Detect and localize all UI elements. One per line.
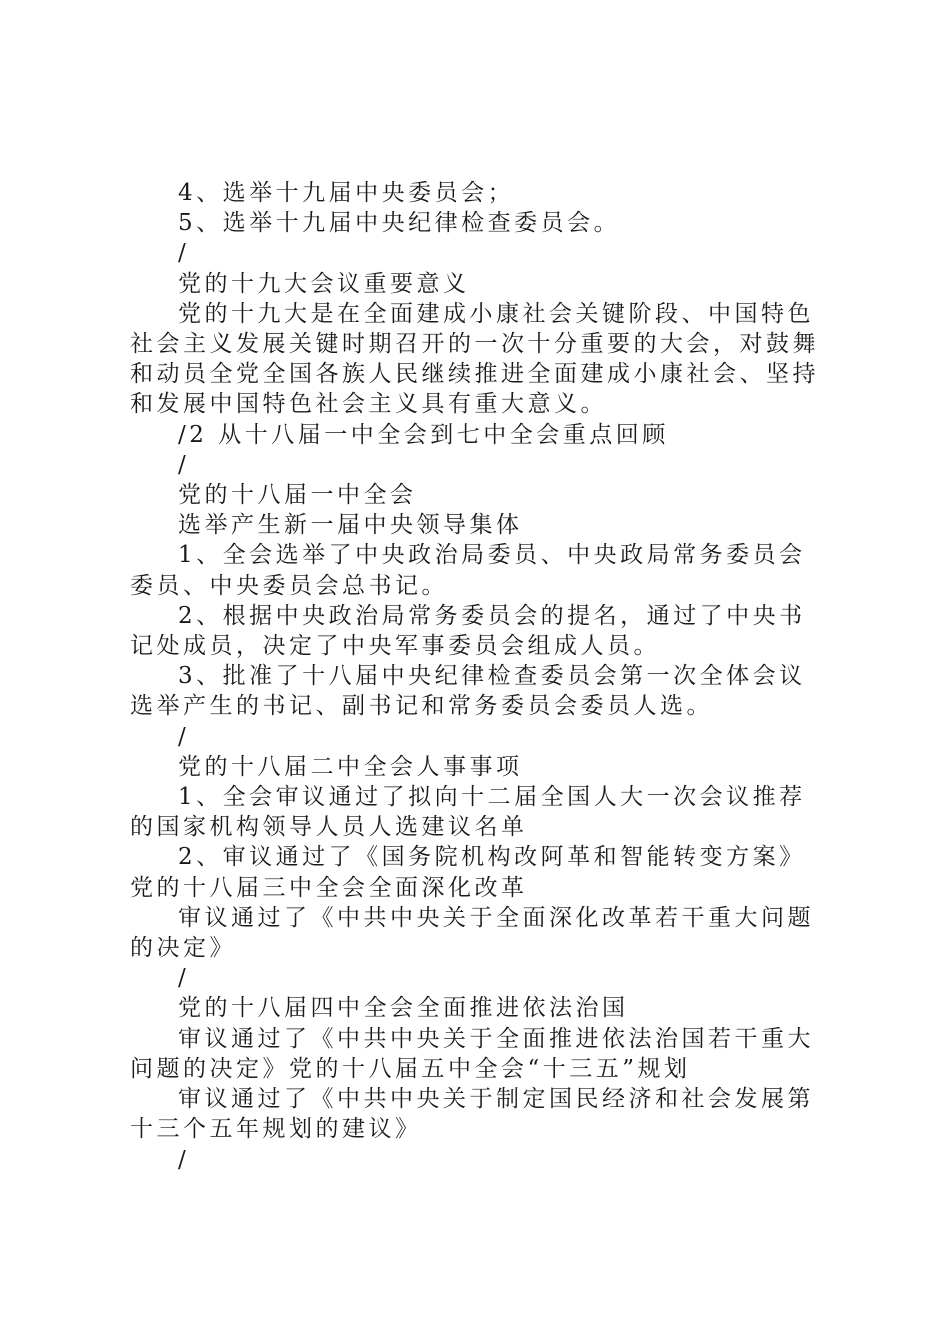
section-heading: 党的十九大会议重要意义 [178,270,470,297]
list-item: 2、审议通过了《国务院机构改阿革和智能转变方案》党的十八届三中全会全面深化改革 [130,844,806,901]
separator-slash: / [178,965,190,992]
list-item: 2、根据中央政治局常务委员会的提名，通过了中央书记处成员，决定了中央军事委员会组成人员。 [130,602,806,660]
list-item: 1、全会审议通过了拟向十二届全国人大一次会议推荐的国家机构领导人员人选建议名单 [130,784,806,841]
section-heading: 党的十八届二中全会人事事项 [178,753,523,780]
section-heading: 党的十八届四中全会全面推进依法治国 [178,995,629,1022]
list-item: 3、批准了十八届中央纪律检查委员会第一次全体会议选举产生的书记、副书记和常务委员会委员人选。 [130,663,806,720]
section-heading: /2 从十八届一中全会到七中全会重点回顾 [178,421,669,448]
list-item: 1、全会选举了中央政治局委员、中央政局常务委员会委员、中央委员会总书记。 [130,542,806,599]
separator-slash: / [178,1146,190,1173]
list-item: 4、选举十九届中央委员会； [178,180,515,206]
section-heading: 党的十八届一中全会 [178,482,417,509]
document-body [130,178,830,1175]
body-paragraph: 审议通过了《中共中央关于制定国民经济和社会发展第十三个五年规划的建议》 [130,1086,814,1143]
subheading: 选举产生新一届中央领导集体 [178,512,523,539]
separator-slash: / [178,240,190,267]
body-paragraph: 审议通过了《中共中央关于全面深化改革若干重大问题的决定》 [130,904,814,962]
separator-slash: / [178,723,190,750]
body-paragraph: 党的十九大是在全面建成小康社会关键阶段、中国特色社会主义发展关键时期召开的一次十分重要的大会，对鼓舞和动员全党全国各族人民继续推进全面建成小康社会、坚持和发展中国特色社会主义具有重大意义。 [130,300,819,418]
separator-slash: / [178,451,190,478]
list-item: 5、选举十九届中央纪律检查委员会。 [178,210,621,237]
body-paragraph: 审议通过了《中共中央关于全面推进依法治国若干重大问题的决定》党的十八届五中全会“十三五”规划 [130,1025,814,1082]
